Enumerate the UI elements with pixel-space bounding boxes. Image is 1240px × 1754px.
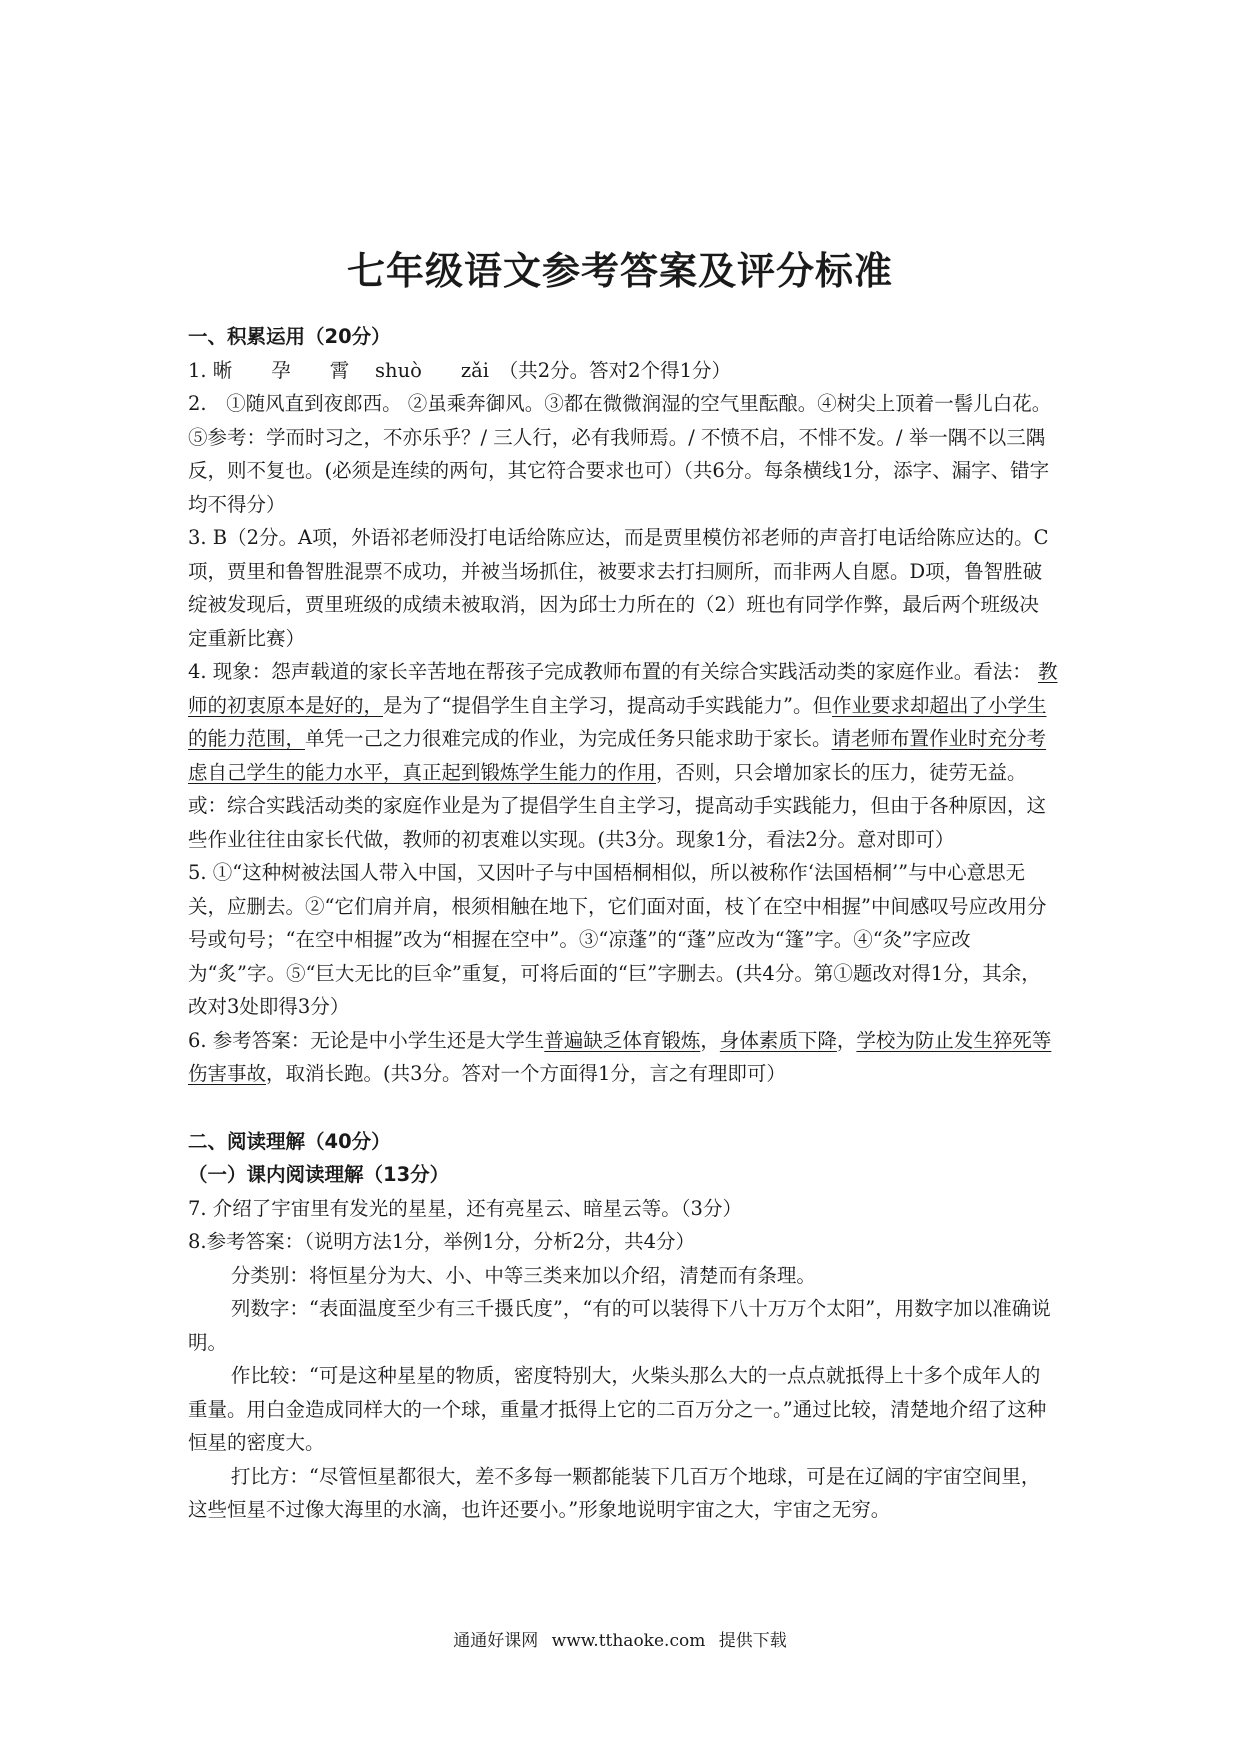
answer-6-underline: 学校为防止发生猝死等伤害事故 bbox=[188, 1028, 1052, 1085]
answer-4-text: ，否则，只会增加家长的压力，徒劳无益。或：综合实践活动类的家庭作业是为了提倡学生自主学习，提高动手实践能力，但由于各种原因，这些作业往往由家长代做，教师的初衷难以实现。(共3分。现象1分，看法2分。意对即可） bbox=[188, 760, 1047, 851]
answer-4-text: 4. 现象：怨声载道的家长辛苦地在帮孩子完成教师布置的有关综合实践活动类的家庭作业。看法： bbox=[188, 660, 1039, 683]
footer-suffix: 提供下载 bbox=[718, 1631, 787, 1651]
subsection-heading: （一）课内阅读理解（13分） bbox=[188, 1163, 450, 1186]
answer-3: 3. B（2分。A项，外语祁老师没打电话给陈应达，而是贾里模仿祁老师的声音打电话给陈应达的。C项，贾里和鲁智胜混票不成功，并被当场抓住，被要求去打扫厕所，而非两人自愿。D项，鲁智胜破绽被发现后，贾里班级的成绩未被取消，因为邱士力所在的（2）班也有同学作弊，最后两个班级决定重新比赛） bbox=[188, 526, 1049, 650]
page-footer bbox=[0, 1626, 1240, 1651]
answer-6-text: ， bbox=[700, 1028, 720, 1052]
answer-1: 1. 晰 孕 霄 shuò zǎi （共2分。答对2个得1分） bbox=[188, 358, 731, 382]
page-title: 七年级语文参考答案及评分标准 bbox=[346, 249, 893, 293]
answer-6-underline: 普遍缺乏体育锻炼 bbox=[544, 1028, 701, 1052]
section-spacer bbox=[188, 1091, 1058, 1125]
section-heading-2: 二、阅读理解（40分） bbox=[188, 1129, 391, 1153]
answer-8-analogy: 打比方：“尽管恒星都很大，差不多每一颗都能装下几百万个地球，可是在辽阔的宇宙空间里，这些恒星不过像大海里的水滴，也许还要小。”形象地说明宇宙之大，宇宙之无穷。 bbox=[188, 1464, 1041, 1521]
answer-8-comparison: 作比较：“可是这种星星的物质，密度特别大，火柴头那么大的一点点就抵得上十多个成年人的重量。用白金造成同样大的一个球，重量才抵得上它的二百万分之一。”通过比较，清楚地介绍了这种恒星的密度大。 bbox=[188, 1364, 1047, 1454]
answer-8-classification: 分类别：将恒星分为大、小、中等三类来加以介绍，清楚而有条理。 bbox=[230, 1263, 816, 1287]
footer-url[interactable]: www.tthaoke.com bbox=[551, 1631, 706, 1651]
answer-6-text: 6. 参考答案：无论是中小学生还是大学生 bbox=[188, 1028, 545, 1052]
answer-4-text: 单凭一己之力很难完成的作业，为完成任务只能求助于家长。 bbox=[305, 727, 832, 750]
answer-6-text: ，取消长跑。(共3分。答对一个方面得1分，言之有理即可） bbox=[266, 1062, 786, 1085]
footer-site-name: 通通好课网 bbox=[453, 1631, 539, 1651]
answer-4-underline: 请老师布置作业时充分考虑自己学生的能力水平，真正起到锻炼学生能力的作用 bbox=[188, 727, 1047, 784]
answer-8-numbers: 列数字：“表面温度至少有三千摄氏度”，“有的可以装得下八十万万个太阳”，用数字加以准确说明。 bbox=[188, 1297, 1051, 1354]
section-heading-1: 一、积累运用（20分） bbox=[188, 325, 391, 348]
answer-4-text: 是为了“提倡学生自主学习，提高动手实践能力”。但 bbox=[383, 693, 832, 717]
answer-4-underline: 教师的初衷原本是好的， bbox=[188, 660, 1058, 717]
answer-2: 2. ①随风直到夜郎西。 ②虽乘奔御风。③都在微微润湿的空气里酝酿。④树尖上顶着一髻儿白花。⑤参考：学而时习之，不亦乐乎？/ 三人行，必有我师焉。/ 不愤不启，不悱不发。/ 举一隅不以三隅反，则不复也。(必须是连续的两句，其它符合要求也可）（共6分。每条横线1分，添字、漏字、错字均不得分） bbox=[188, 392, 1052, 516]
answer-6 bbox=[188, 1024, 1058, 1091]
document-body bbox=[188, 320, 1058, 1527]
answer-6-underline: 身体素质下降 bbox=[719, 1028, 837, 1052]
answer-6-text: ， bbox=[836, 1028, 857, 1052]
answer-8: 8.参考答案：（说明方法1分，举例1分，分析2分，共4分） bbox=[188, 1230, 695, 1253]
answer-4 bbox=[188, 655, 1058, 856]
answer-7: 7. 介绍了宇宙里有发光的星星，还有亮星云、暗星云等。（3分） bbox=[188, 1196, 742, 1220]
answer-5: 5. ①“这种树被法国人带入中国，又因叶子与中国梧桐相似，所以被称作‘法国梧桐’”与中心意思无关，应删去。②“它们肩并肩，根须相触在地下，它们面对面，枝丫在空中相握”中间感叹号应改用分号或句号；“在空中相握”改为“相握在空中”。③“凉蓬”的“蓬”应改为“篷”字。④“灸”字应改为“炙”字。⑤“巨大无比的巨伞”重复，可将后面的“巨”字删去。(共4分。第①题改对得1分，其余，改对3处即得3分） bbox=[188, 861, 1047, 1018]
answer-4-underline: 作业要求却超出了小学生的能力范围， bbox=[188, 693, 1047, 750]
